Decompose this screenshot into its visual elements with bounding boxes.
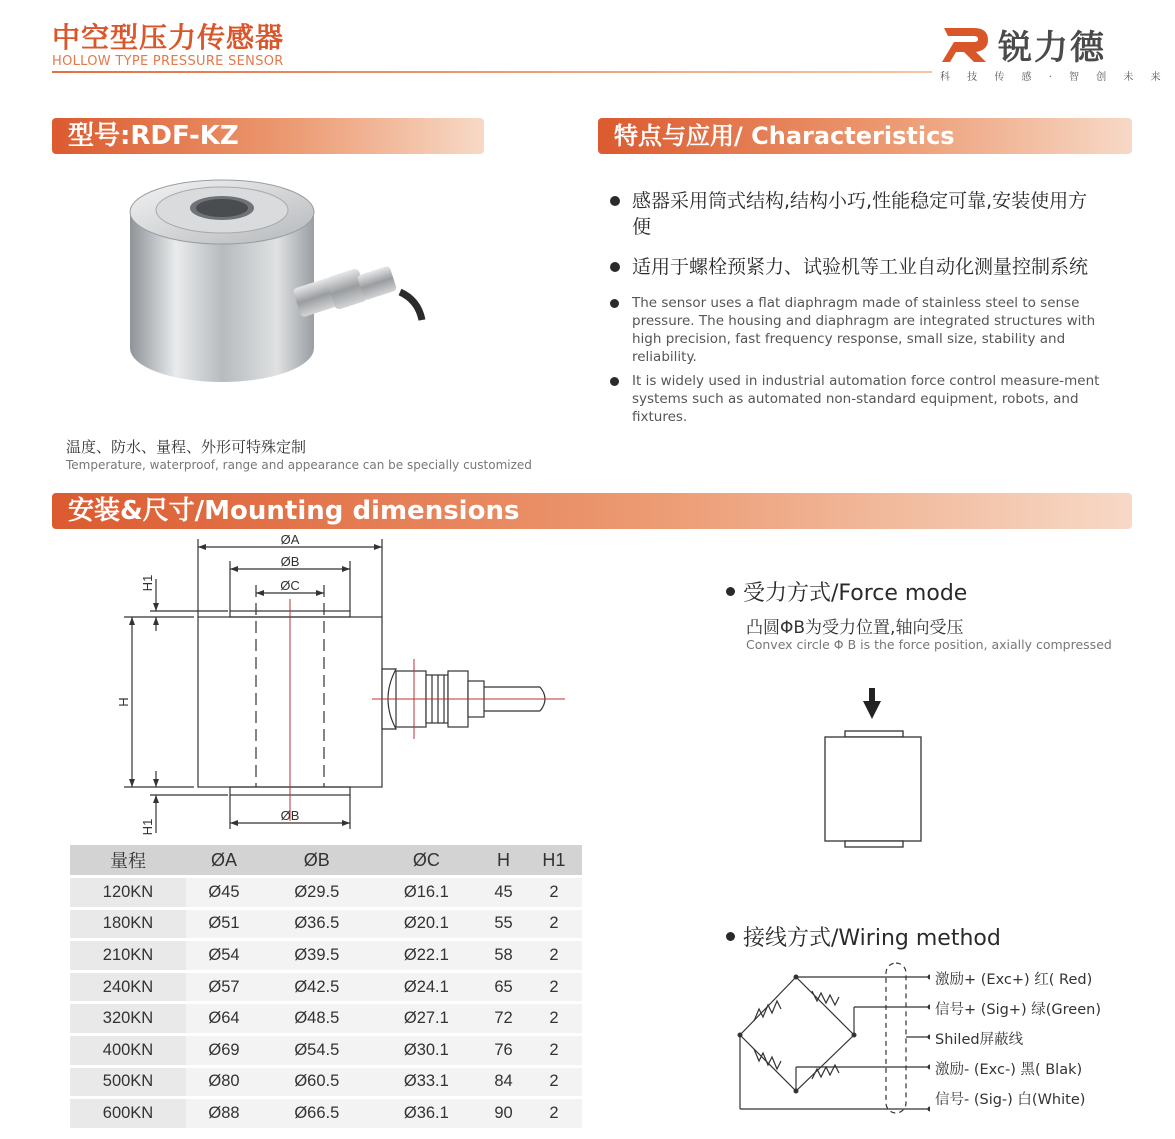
table-cell: Ø20.1 — [372, 908, 482, 940]
characteristics-banner: 特点与应用/ Characteristics — [598, 118, 1132, 154]
force-mode-diagram — [810, 685, 935, 850]
table-cell: 2 — [526, 940, 582, 972]
table-cell: 180KN — [70, 908, 186, 940]
spec-table — [70, 845, 582, 1131]
table-cell: 72 — [481, 1003, 526, 1035]
table-cell: 2 — [526, 1003, 582, 1035]
table-cell: Ø27.1 — [372, 1003, 482, 1035]
table-row — [70, 940, 582, 972]
table-cell: 400KN — [70, 1035, 186, 1067]
brand-name: 锐力德 — [998, 28, 1106, 68]
custom-note-en: Temperature, waterproof, range and appearance can be specially customized — [66, 458, 532, 472]
wire-sig-minus: 信号- (Sig-) 白(White) — [935, 1092, 1086, 1108]
table-row — [70, 1098, 582, 1130]
table-cell: 120KN — [70, 877, 186, 909]
dim-label-H1-bottom: H1 — [140, 818, 155, 835]
wire-shield: Shiled屏蔽线 — [935, 1032, 1024, 1048]
table-cell: Ø66.5 — [262, 1098, 372, 1130]
table-cell: 55 — [481, 908, 526, 940]
table-cell: Ø16.1 — [372, 877, 482, 909]
col-header-H1: H1 — [526, 845, 582, 877]
table-cell: 58 — [481, 940, 526, 972]
table-cell: Ø36.5 — [262, 908, 372, 940]
col-header-H: H — [481, 845, 526, 877]
r-logo-icon — [940, 24, 992, 64]
sensor-photo — [100, 170, 430, 410]
table-cell: 2 — [526, 1035, 582, 1067]
table-cell: Ø88 — [186, 1098, 262, 1130]
table-cell: 65 — [481, 971, 526, 1003]
table-cell: Ø33.1 — [372, 1066, 482, 1098]
brand-slogan: 科 技 传 感 · 智 创 未 来 — [940, 72, 1168, 83]
table-cell: Ø39.5 — [262, 940, 372, 972]
wiring-diagram — [730, 955, 930, 1125]
table-cell: 76 — [481, 1035, 526, 1067]
table-cell: Ø69 — [186, 1035, 262, 1067]
table-row — [70, 877, 582, 909]
wire-sig-plus: 信号+ (Sig+) 绿(Green) — [935, 1002, 1101, 1018]
table-cell: Ø54 — [186, 940, 262, 972]
wiring-title: 接线方式/Wiring method — [726, 921, 1001, 952]
table-cell: 2 — [526, 1066, 582, 1098]
col-header-phiA: ØA — [186, 845, 262, 877]
dim-label-H: H — [116, 697, 131, 707]
table-cell: Ø64 — [186, 1003, 262, 1035]
page-title: 中空型压力传感器 — [52, 21, 285, 54]
force-mode-title: 受力方式/Force mode — [726, 576, 967, 607]
custom-note-cn: 温度、防水、量程、外形可特殊定制 — [66, 438, 307, 456]
table-cell: Ø29.5 — [262, 877, 372, 909]
table-header-row — [70, 845, 582, 877]
arrow-down-icon — [863, 688, 881, 719]
dim-label-phiA: ØA — [280, 535, 300, 547]
dimension-drawing — [110, 535, 580, 835]
table-cell: Ø36.1 — [372, 1098, 482, 1130]
wire-exc-minus: 激励- (Exc-) 黑( Blak) — [935, 1062, 1083, 1078]
table-cell: 90 — [481, 1098, 526, 1130]
table-cell: 600KN — [70, 1098, 186, 1130]
list-item: 感器采用筒式结构,结构小巧,性能稳定可靠,安装使用方便 — [604, 188, 1104, 240]
table-cell: Ø54.5 — [262, 1035, 372, 1067]
table-cell: 84 — [481, 1066, 526, 1098]
table-cell: Ø24.1 — [372, 971, 482, 1003]
table-row — [70, 908, 582, 940]
dim-label-H1-top: H1 — [140, 574, 155, 592]
table-cell: 240KN — [70, 971, 186, 1003]
col-header-phiC: ØC — [372, 845, 482, 877]
list-item: The sensor uses a flat diaphragm made of stainless steel to sense pressure. The housing and diaphragm are integrated structures with high precision, fast frequency response, small size, stability and reliability. — [604, 294, 1104, 366]
list-item: It is widely used in industrial automation force control measure-ment systems such as automated non-standard equipment, robots, and fixtures. — [604, 372, 1104, 426]
table-cell: 2 — [526, 908, 582, 940]
table-cell: 210KN — [70, 940, 186, 972]
table-cell: 2 — [526, 1098, 582, 1130]
table-cell: Ø30.1 — [372, 1035, 482, 1067]
table-cell: Ø51 — [186, 908, 262, 940]
force-mode-desc-cn: 凸圆ΦB为受力位置,轴向受压 — [746, 618, 964, 638]
dim-label-phiB-top: ØB — [280, 554, 300, 569]
dim-label-phiC: ØC — [280, 578, 300, 593]
table-cell: Ø60.5 — [262, 1066, 372, 1098]
col-header-phiB: ØB — [262, 845, 372, 877]
table-cell: 500KN — [70, 1066, 186, 1098]
header-divider — [52, 71, 932, 73]
dim-label-phiB-bottom: ØB — [280, 808, 300, 823]
page-subtitle: HOLLOW TYPE PRESSURE SENSOR — [52, 54, 284, 69]
table-row — [70, 971, 582, 1003]
table-row — [70, 1035, 582, 1067]
table-cell: 45 — [481, 877, 526, 909]
table-cell: Ø48.5 — [262, 1003, 372, 1035]
force-mode-desc-en: Convex circle Φ B is the force position, axially compressed — [746, 637, 1112, 652]
model-banner: 型号:RDF-KZ — [52, 118, 484, 154]
table-cell: Ø80 — [186, 1066, 262, 1098]
table-row — [70, 1066, 582, 1098]
wire-exc-plus: 激励+ (Exc+) 红( Red) — [935, 972, 1093, 988]
table-cell: 2 — [526, 877, 582, 909]
table-cell: Ø22.1 — [372, 940, 482, 972]
characteristics-list — [604, 188, 1104, 432]
list-item: 适用于螺栓预紧力、试验机等工业自动化测量控制系统 — [604, 254, 1104, 280]
table-cell: Ø42.5 — [262, 971, 372, 1003]
table-cell: 320KN — [70, 1003, 186, 1035]
mounting-banner: 安装&尺寸/Mounting dimensions — [52, 493, 1132, 529]
table-row — [70, 1003, 582, 1035]
table-cell: Ø57 — [186, 971, 262, 1003]
table-cell: Ø45 — [186, 877, 262, 909]
col-header-range: 量程 — [70, 845, 186, 877]
table-cell: 2 — [526, 971, 582, 1003]
